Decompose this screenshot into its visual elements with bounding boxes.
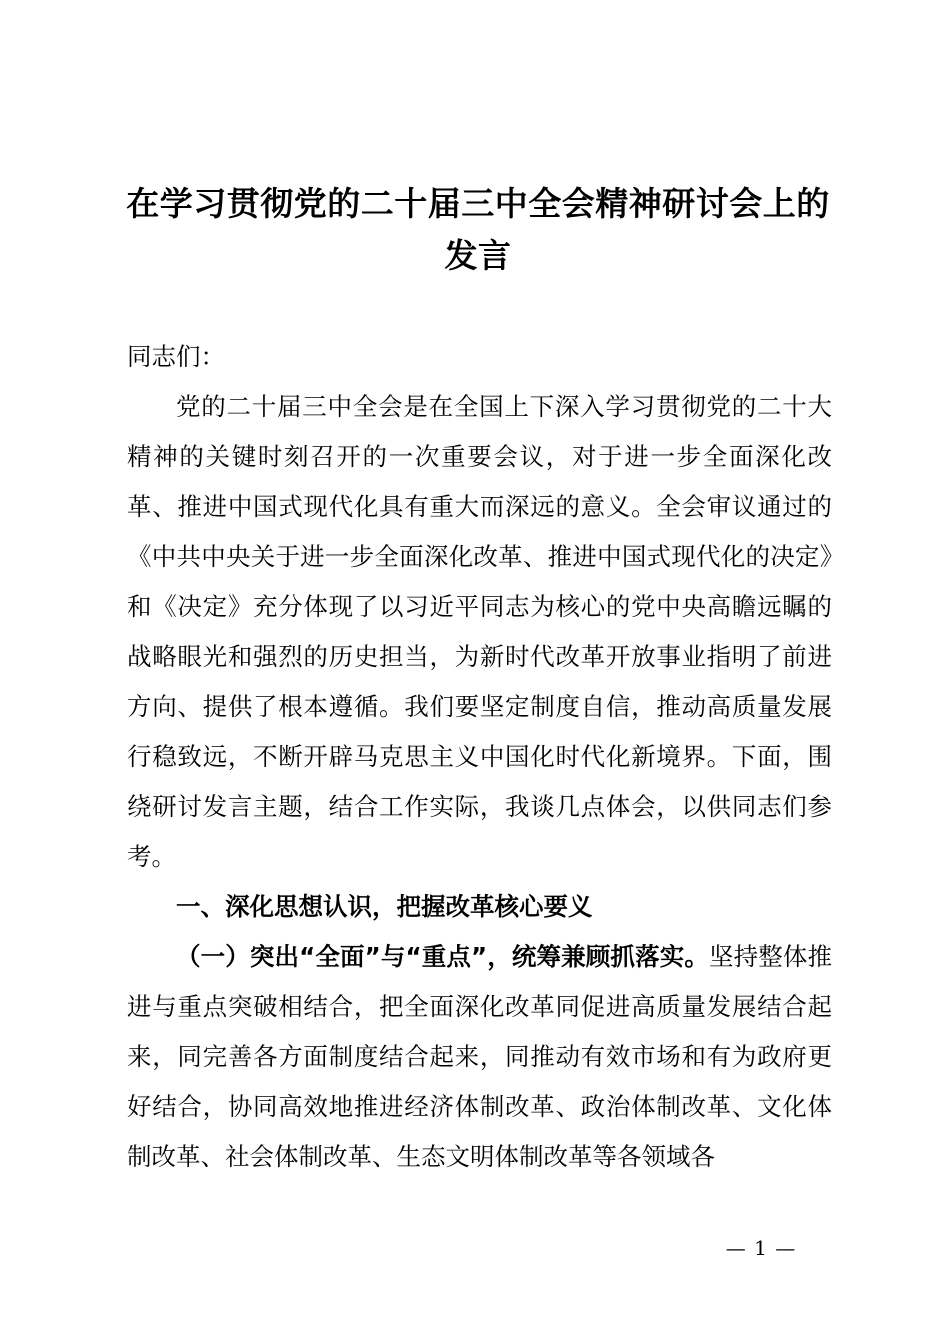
- paragraph-subsection-1: [127, 932, 832, 1182]
- document-body: [127, 332, 832, 1182]
- subsection-heading-1: （一）突出“全面”与“重点”，统筹兼顾抓落实。: [176, 942, 709, 971]
- section-heading-1: 一、深化思想认识，把握改革核心要义: [176, 892, 593, 921]
- subsection-text-1: 坚持整体推进与重点突破相结合，把全面深化改革同促进高质量发展结合起来，同完善各方面制度结合起来，同推动有效市场和有为政府更好结合，协同高效地推进经济体制改革、政治体制改革、文化体制改革、社会体制改革、生态文明体制改革等各领域各: [127, 942, 833, 1171]
- document-title: 在学习贯彻党的二十届三中全会精神研讨会上的发言: [126, 184, 830, 275]
- page-number: — 1 —: [725, 1236, 797, 1260]
- salutation: 同志们：: [127, 342, 225, 371]
- paragraph-intro: 党的二十届三中全会是在全国上下深入学习贯彻党的二十大精神的关键时刻召开的一次重要会议，对于进一步全面深化改革、推进中国式现代化具有重大而深远的意义。全会审议通过的《中共中央关于进一步全面深化改革、推进中国式现代化的决定》和《决定》充分体现了以习近平同志为核心的党中央高瞻远瞩的战略眼光和强烈的历史担当，为新时代改革开放事业指明了前进方向、提供了根本遵循。我们要坚定制度自信，推动高质量发展行稳致远，不断开辟马克思主义中国化时代化新境界。下面，围绕研讨发言主题，结合工作实际，我谈几点体会，以供同志们参考。: [127, 392, 832, 871]
